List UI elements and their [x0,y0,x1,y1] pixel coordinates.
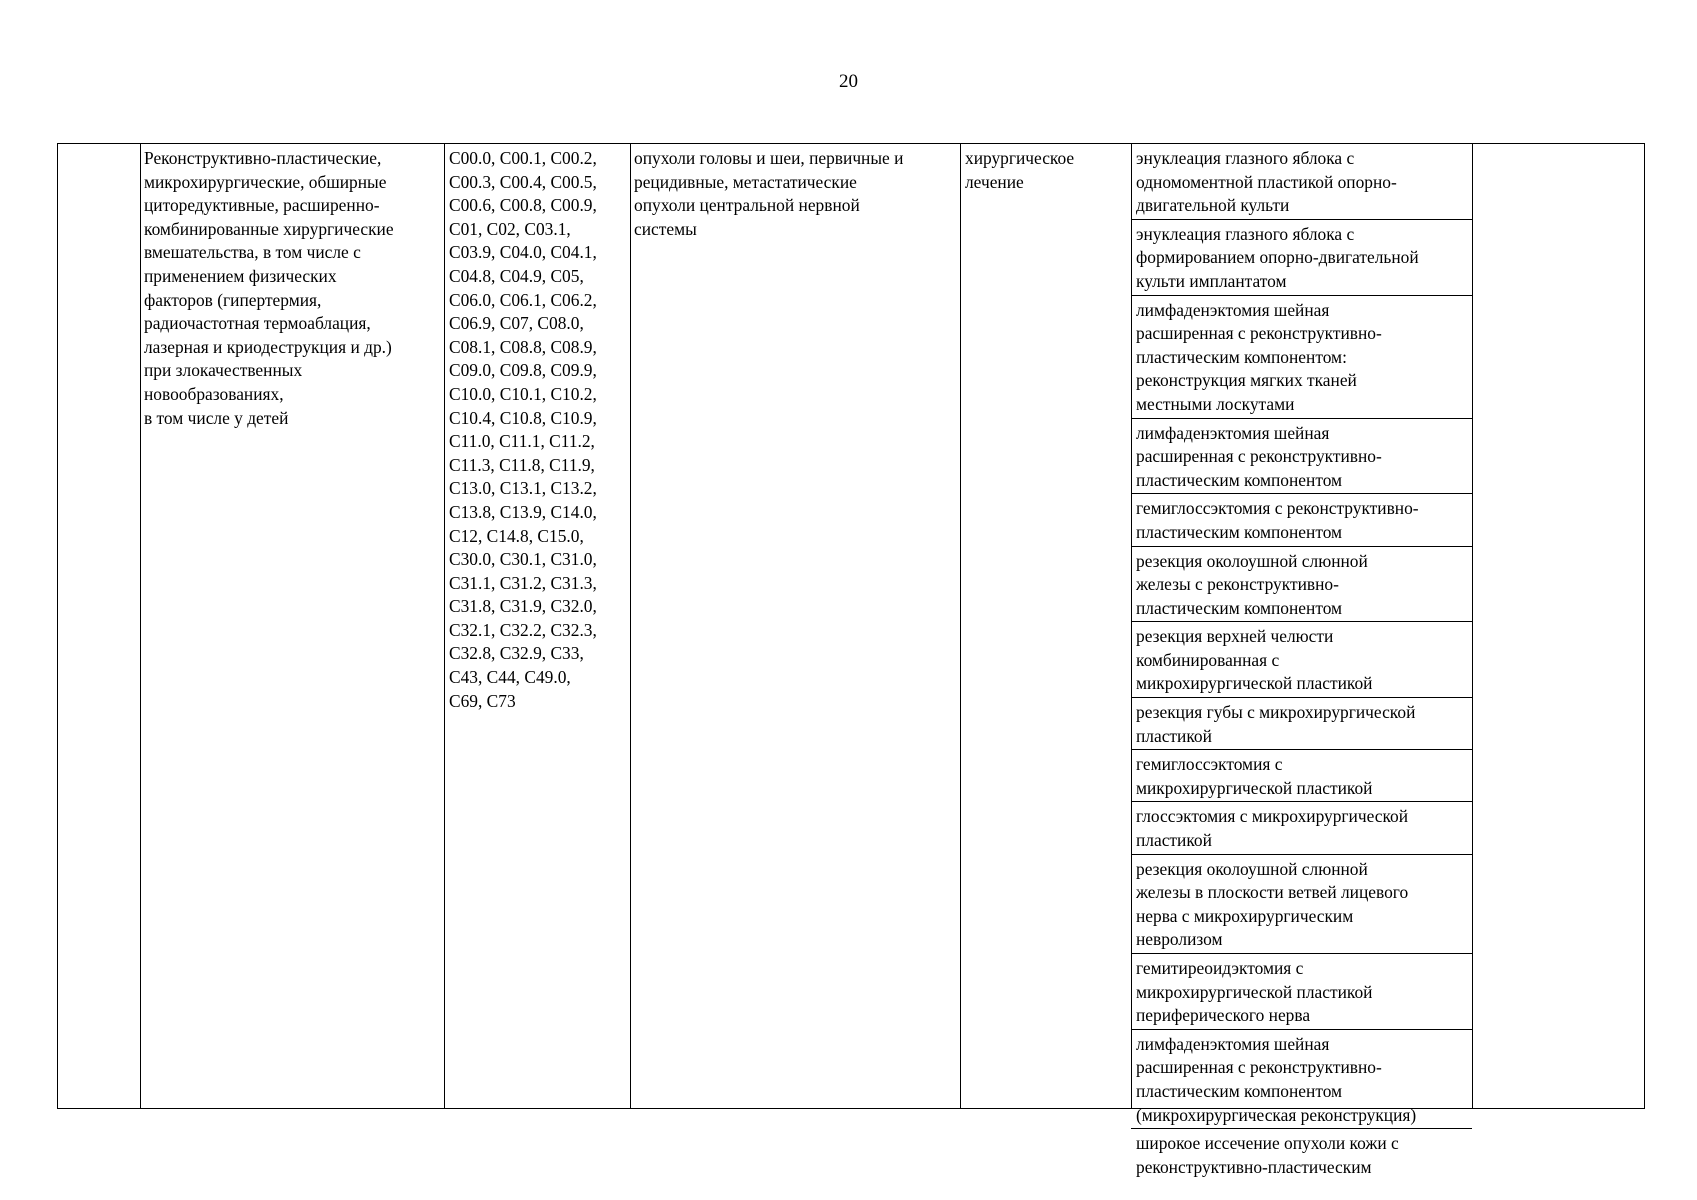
method-item: резекция околоушной слюнной железы с реконструктивно- пластическим компонентом [1131,547,1472,623]
treatment-type-cell: хирургическое лечение [965,148,1075,192]
method-item: лимфаденэктомия шейная расширенная с реконструктивно- пластическим компонентом: реконструкция мягких тканей местными лоскутами [1131,296,1472,419]
column-divider [444,144,445,1108]
method-item: лимфаденэктомия шейная расширенная с реконструктивно- пластическим компонентом [1131,419,1472,495]
method-item: энуклеация глазного яблока с одномоментной пластикой опорно- двигательной культи [1131,144,1472,220]
column-divider [1472,144,1473,1108]
column-divider [630,144,631,1108]
method-item: резекция околоушной слюнной железы в плоскости ветвей лицевого нерва с микрохирургическим невролизом [1131,855,1472,954]
column-divider [960,144,961,1108]
method-item: гемиглоссэктомия с микрохирургической пластикой [1131,750,1472,802]
method-item: резекция верхней челюсти комбинированная с микрохирургической пластикой [1131,622,1472,698]
method-item: глоссэктомия с микрохирургической пластикой [1131,802,1472,854]
method-item: широкое иссечение опухоли кожи с реконструктивно-пластическим [1136,1133,1399,1177]
treatment-methods-list [1131,144,1472,1180]
icd-codes-cell: C00.0, C00.1, C00.2, C00.3, C00.4, C00.5, C00.6, C00.8, C00.9, C01, C02, C03.1, C03.9, C04.0, C04.1, C04.8, C04.9, C05, C06.0, C06.1, C06.2, C06.9, C07, C08.0, C08.1, C08.8, C08.9, C09.0, C09.8, C09.9, C10.0, C10.1, C10.2, C10.4, C10.8, C10.9, C11.0, C11.1, C11.2, C11.3, C11.8, C11.9, C13.0, C13.1, C13.2, C13.8, C13.9, C14.0, C12, C14.8, C15.0, C30.0, C30.1, C31.0, C31.1, C31.2, C31.3, C31.8, C31.9, C32.0, C32.1, C32.2, C32.3, C32.8, C32.9, C33, C43, C44, C49.0, C69, C73 [449,148,597,711]
column-divider [140,144,141,1108]
method-item: гемиглоссэктомия с реконструктивно- пластическим компонентом [1131,494,1472,546]
method-item: гемитиреоидэктомия с микрохирургической пластикой периферического нерва [1131,954,1472,1030]
patient-model-cell: опухоли головы и шеи, первичные и рецидивные, метастатические опухоли центральной нервной системы [634,148,904,239]
page-number: 20 [839,71,858,92]
method-item: лимфаденэктомия шейная расширенная с реконструктивно- пластическим компонентом (микрохирургическая реконструкция) [1131,1030,1472,1129]
method-item: резекция губы с микрохирургической пластикой [1131,698,1472,750]
table [57,143,1645,1177]
intervention-cell: Реконструктивно-пластические, микрохирургические, обширные циторедуктивные, расширенно- комбинированные хирургические вмешательства, в том числе с применением физических факторов (гипертермия, радиочастотная термоаблация, лазерная и криодеструкция и др.) при злокачественных новообразованиях, в том числе у детей [144,148,394,428]
method-item: энуклеация глазного яблока с формированием опорно-двигательной культи имплантатом [1131,220,1472,296]
